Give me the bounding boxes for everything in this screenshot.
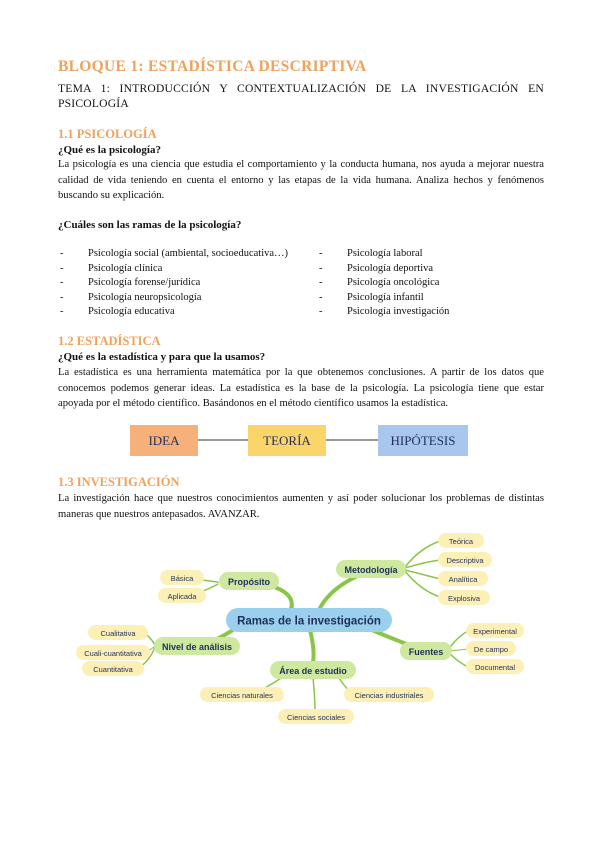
area-label: Área de estudio [279,666,347,676]
leaf-ciencias-naturales-label: Ciencias naturales [211,691,273,700]
estadistica-paragraph: La estadística es una herramienta matemática por la que obtenemos conclusiones. A partir de los datos que conocemos podemos generar ideas. La estadística es la base de la psicología. La psicología tiene que estar apoyada por el método científico. Basándonos en el método científico usamos la estadística. [58,367,544,409]
rama-left-item: - Psicología neuropsicología [58,291,318,306]
psicologia-paragraph: La psicología es una ciencia que estudia el comportamiento y la conducta humana, nos ayuda a mejorar nuestra calidad de vida teniendo en cuenta el entorno y las etapas de la vida humana. Analiza hechos y fenómenos buscando su explicación. [58,159,544,201]
teoria-box: TEORÍA [248,425,326,456]
leaf-basica-label: Básica [170,574,194,583]
leaf-explosiva-label: Explosiva [447,594,481,603]
leaf-documental-label: Documental [474,663,516,672]
leaf-cualitativa-label: Cualitativa [100,629,136,638]
proposito-label: Propósito [228,577,270,587]
rama-left-item: - Psicología clínica [58,262,318,277]
tema-title: TEMA 1: INTRODUCCIÓN Y CONTEXTUALIZACIÓN DE LA INVESTIGACIÓN EN PSICOLOGÍA [58,82,544,110]
branch-area [310,630,314,662]
rama-left-item: - Psicología educativa [58,305,318,320]
leaf-teorica-label: Teórica [448,537,474,546]
leaf-experimental-label: Experimental [473,627,517,636]
idea-box: IDEA [130,425,198,456]
hipotesis-box: HIPÓTESIS [378,425,468,456]
bloque-title: BLOQUE 1: ESTADÍSTICA DESCRIPTIVA [58,58,367,75]
leaf-cuantitativa-label: Cuantitativa [93,665,133,674]
leaf-ciencias-industriales-label: Ciencias industriales [354,691,424,700]
leaf-descriptiva-label: Descriptiva [446,556,484,565]
rama-right-item: - Psicología oncológica [317,276,547,291]
rama-right-item: - Psicología investigación [317,305,547,320]
metodologia-label: Metodología [344,565,398,575]
section-investigacion-heading: 1.3 INVESTIGACIÓN [58,475,180,489]
leaf-cuali-cuantitativa-label: Cuali-cuantitativa [84,649,142,658]
section-psicologia-heading: 1.1 PSICOLOGÍA [58,127,157,141]
leaf-ciencias-sociales-label: Ciencias sociales [287,713,345,722]
question-que-es-psicologia: ¿Qué es la psicología? [58,144,161,156]
rama-left-item: - Psicología social (ambiental, socioeducativa…) [58,247,318,262]
rama-right-item: - Psicología infantil [317,291,547,306]
question-estadistica: ¿Qué es la estadística y para que la usamos? [58,351,266,363]
leaf-de-campo-label: De campo [473,645,509,654]
rama-right-item: - Psicología laboral [317,247,547,262]
nivel-label: Nivel de análisis [161,642,233,652]
question-ramas-psicologia: ¿Cuáles son las ramas de la psicología? [58,219,242,231]
rama-right-item: - Psicología deportiva [317,262,547,277]
leaf-aplicada-label: Aplicada [167,592,197,601]
center-node-label: Ramas de la investigación [237,615,381,628]
rama-left-item: - Psicología forense/jurídica [58,276,318,291]
section-estadistica-heading: 1.2 ESTADÍSTICA [58,334,161,348]
investigacion-paragraph: La investigación hace que nuestros conocimientos aumenten y así poder solucionar los problemas de distintas maneras que nuestros antepasados. AVANZAR. [58,493,544,520]
leaf-analitica-label: Analítica [448,575,478,584]
fuentes-label: Fuentes [408,647,444,657]
